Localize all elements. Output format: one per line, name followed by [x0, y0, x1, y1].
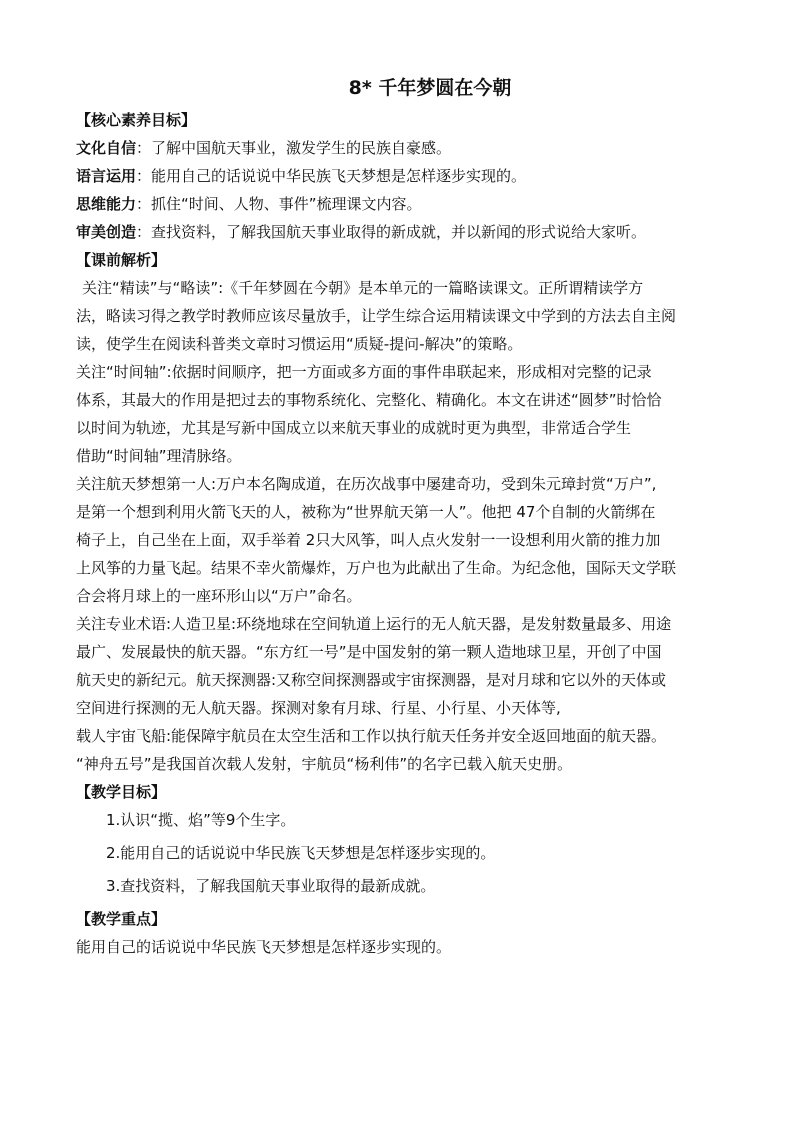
- core-goal-text: ：了解中国航天事业，激发学生的民族自豪感。: [136, 139, 452, 157]
- key-points-heading: 【教学重点】: [76, 910, 167, 928]
- core-goals-heading: 【核心素养目标】: [76, 111, 197, 129]
- teaching-goal-item: 3.查找资料，了解我国航天事业取得的最新成就。: [106, 877, 436, 895]
- core-goal-label: 审美创造: [76, 223, 137, 241]
- paragraph-line: 以时间为轨迹，尤其是写新中国成立以来航天事业的成就时更为典型，非常适合学生: [76, 419, 632, 437]
- key-points-text: 能用自己的话说说中华民族飞天梦想是怎样逐步实现的。: [76, 938, 452, 956]
- teaching-goal-item: 1.认识“揽、焰”等9个生字。: [106, 811, 296, 829]
- core-goal-text: ：查找资料，了解我国航天事业取得的新成就，并以新闻的形式说给大家听。: [136, 223, 647, 241]
- paragraph-line: “神舟五号”是我国首次载人发射，宇航员“杨利伟”的名字已载入航天史册。: [76, 755, 573, 773]
- core-goal-label: 思维能力: [76, 195, 137, 213]
- document-page: [76, 74, 724, 961]
- core-goal-item: [76, 218, 724, 246]
- core-goal-item: [76, 134, 724, 162]
- core-goal-label: 文化自信: [76, 139, 137, 157]
- core-goal-text: ：抓住“时间、人物、事件”梳理课文内容。: [136, 195, 422, 213]
- core-goal-label: 语言运用: [76, 167, 137, 185]
- paragraph-line: 椅子上，自己坐在上面，双手举着 2只大风筝，叫人点火发射一一设想利用火箭的推力加: [76, 531, 661, 549]
- core-goal-item: [76, 190, 724, 218]
- core-goal-item: [76, 162, 724, 190]
- paragraph-line: 法，略读习得之教学时教师应该尽量放手，让学生综合运用精读课文中学到的方法去自主阅: [76, 307, 677, 325]
- paragraph-line: 上风筝的力量飞起。结果不幸火箭爆炸，万户也为此献出了生命。为纪念他，国际天文学联: [76, 559, 677, 577]
- paragraph-line: 是第一个想到利用火箭飞天的人，被称为“世界航天第一人”。他把 47个自制的火箭绑在: [76, 503, 656, 521]
- paragraph-line: 航天史的新纪元。航天探测器:又称空间探测器或宇宙探测器，是对月球和它以外的天体或: [76, 671, 667, 689]
- paragraph-line: 关注专业术语:人造卫星:环绕地球在空间轨道上运行的无人航天器，是发射数量最多、用途: [76, 615, 672, 633]
- reading-method-paragraph: [76, 274, 724, 358]
- paragraph-line: 关注“精读”与“略读”:《千年梦圆在今朝》是本单元的一篇略读课文。正所谓精读学方: [82, 279, 644, 297]
- timeline-paragraph: [76, 358, 724, 470]
- page-title: 8* 千年梦圆在今朝: [348, 77, 512, 99]
- paragraph-line: 合会将月球上的一座环形山以“万户”命名。: [76, 587, 362, 605]
- teaching-goals-heading: 【教学目标】: [76, 783, 167, 801]
- paragraph-line: 读，使学生在阅读科普类文章时习惯运用“质疑-提问-解决”的策略。: [76, 335, 523, 353]
- paragraph-line: 载人宇宙飞船:能保障宇航员在太空生活和工作以执行航天任务并安全返回地面的航天器。: [76, 727, 667, 745]
- pre-class-heading: 【课前解析】: [76, 251, 167, 269]
- core-goal-text: ：能用自己的话说说中华民族飞天梦想是怎样逐步实现的。: [136, 167, 527, 185]
- paragraph-line: 体系，其最大的作用是把过去的事物系统化、完整化、精确化。本文在讲述“圆梦”时恰恰: [76, 391, 662, 409]
- paragraph-line: 空间进行探测的无人航天器。探测对象有月球、行星、小行星、小天体等,: [76, 699, 561, 717]
- paragraph-line: 关注航天梦想第一人:万户本名陶成道，在历次战事中屡建奇功，受到朱元璋封赏“万户”,: [76, 475, 657, 493]
- paragraph-line: 借助“时间轴”理清脉络。: [76, 447, 242, 465]
- wanhu-paragraph: [76, 470, 724, 610]
- paragraph-line: 最广、发展最快的航天器。“东方红一号”是中国发射的第一颗人造地球卫星，开创了中国: [76, 643, 662, 661]
- teaching-goal-item: 2.能用自己的话说说中华民族飞天梦想是怎样逐步实现的。: [106, 844, 496, 862]
- terminology-paragraph: [76, 610, 724, 778]
- paragraph-line: 关注“时间轴”:依据时间顺序，把一方面或多方面的事件串联起来，形成相对完整的记录: [76, 363, 652, 381]
